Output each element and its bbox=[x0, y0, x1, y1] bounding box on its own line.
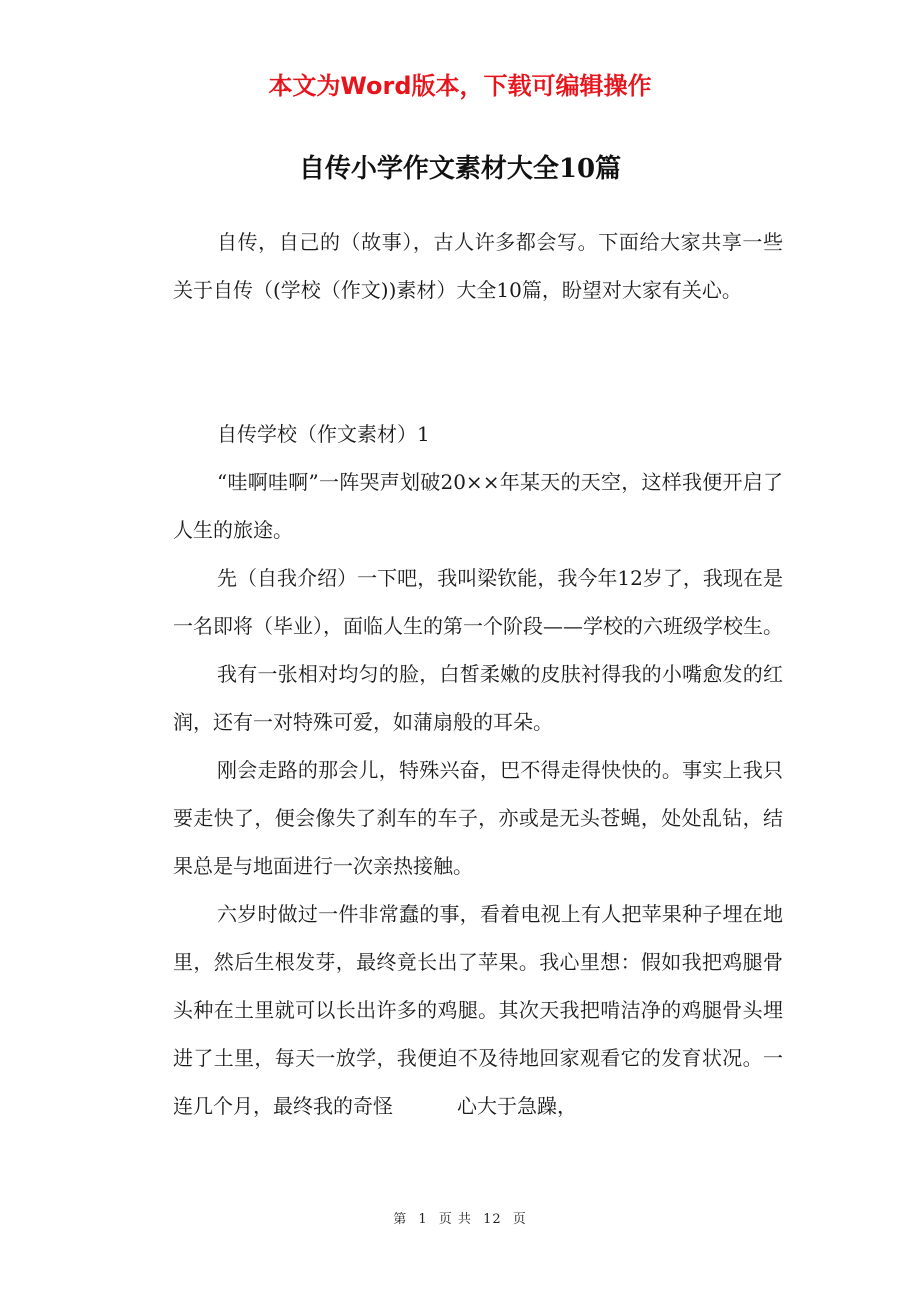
body-paragraph: “哇啊哇啊”一阵哭声划破20××年某天的天空，这样我便开启了人生的旅途。 bbox=[173, 470, 783, 542]
footer-suffix: 页 bbox=[512, 1212, 527, 1227]
paragraph-continuation: 心大于急躁， bbox=[457, 1094, 577, 1118]
body-paragraph-last bbox=[173, 890, 783, 1130]
footer-middle: 页 共 bbox=[438, 1212, 472, 1227]
page-number: 1 bbox=[418, 1212, 428, 1227]
intro-block bbox=[173, 218, 783, 314]
paragraph-text: 六岁时做过一件非常蠢的事，看着电视上有人把苹果种子埋在地里，然后生根发芽，最终竟长出了苹果。我心里想：假如我把鸡腿骨头种在土里就可以长出许多的鸡腿。其次天我把啃洁净的鸡腿骨头埋进了土里，每天一放学，我便迫不及待地回家观看它的发育状况。一连几个月，最终我的奇怪 bbox=[173, 902, 783, 1118]
footer-prefix: 第 bbox=[393, 1212, 408, 1227]
section-heading: 自传学校（作文素材）1 bbox=[217, 422, 430, 446]
body-paragraph: 我有一张相对均匀的脸，白皙柔嫩的皮肤衬得我的小嘴愈发的红润，还有一对特殊可爱，如蒲扇般的耳朵。 bbox=[173, 662, 783, 734]
page-title: 自传小学作文素材大全10篇 bbox=[298, 154, 622, 184]
body-paragraph: 刚会走路的那会儿，特殊兴奋，巴不得走得快快的。事实上我只要走快了，便会像失了刹车的车子，亦或是无头苍蝇，处处乱钻，结果总是与地面进行一次亲热接触。 bbox=[173, 758, 783, 878]
page-total: 12 bbox=[483, 1212, 502, 1227]
intro-paragraph: 自传，自己的（故事），古人许多都会写。下面给大家共享一些关于自传（(学校（作文))素材）大全10篇，盼望对大家有关心。 bbox=[173, 230, 783, 302]
article-body bbox=[173, 410, 783, 1130]
page-footer bbox=[0, 1208, 920, 1227]
editable-version-banner: 本文为Word版本，下载可编辑操作 bbox=[268, 72, 652, 100]
body-paragraph: 先（自我介绍）一下吧，我叫梁钦能，我今年12岁了，我现在是一名即将（毕业），面临人生的第一个阶段——学校的六班级学校生。 bbox=[173, 566, 783, 638]
